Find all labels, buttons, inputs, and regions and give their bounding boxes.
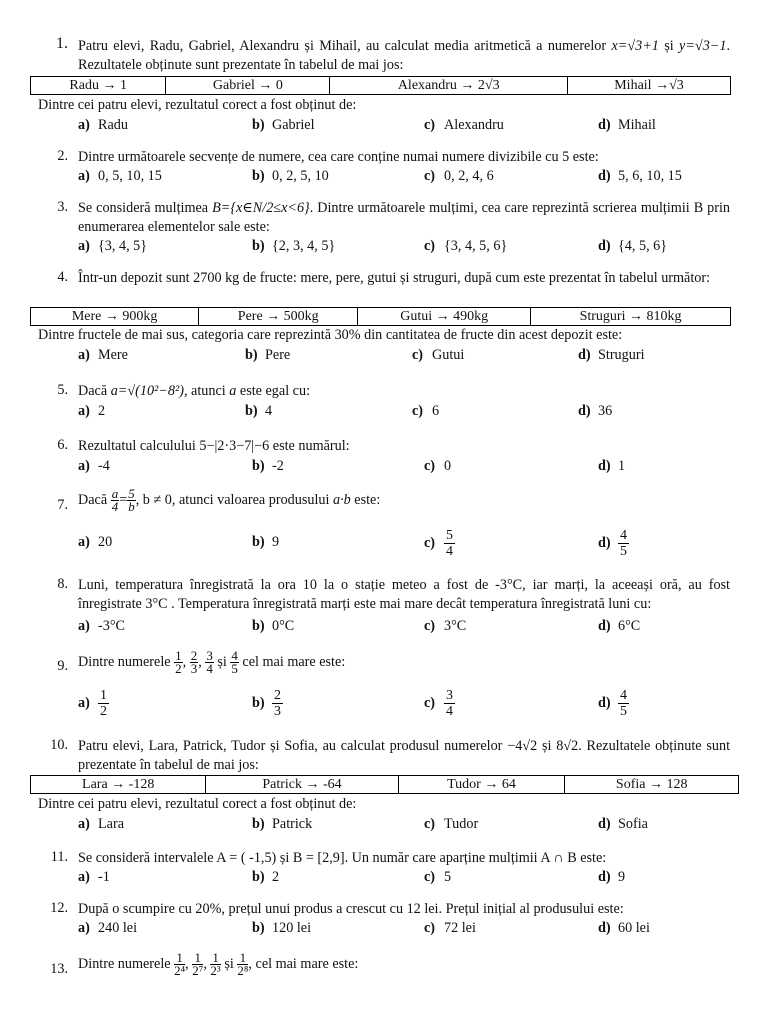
denominator: 4 bbox=[446, 704, 453, 719]
fraction bbox=[190, 650, 199, 675]
option-c[interactable] bbox=[424, 238, 507, 255]
stem-text: și bbox=[217, 653, 227, 670]
option-letter: b) bbox=[252, 117, 265, 133]
question-number: 6. bbox=[57, 437, 68, 453]
options-row bbox=[78, 528, 758, 564]
numerator: 1 bbox=[237, 952, 248, 965]
question-1-stem bbox=[78, 37, 730, 75]
option-letter: a) bbox=[78, 534, 90, 550]
option-letter: d) bbox=[598, 168, 611, 184]
option-a[interactable] bbox=[78, 920, 137, 937]
option-d[interactable] bbox=[598, 528, 629, 559]
option-letter: c) bbox=[424, 869, 436, 885]
denominator: 2⁷ bbox=[192, 963, 204, 978]
numerator: 1 bbox=[174, 952, 185, 965]
option-d[interactable] bbox=[598, 869, 625, 886]
option-letter: d) bbox=[598, 618, 611, 634]
fraction bbox=[444, 528, 455, 559]
option-text: 120 lei bbox=[272, 920, 312, 936]
option-b[interactable] bbox=[252, 920, 311, 937]
option-letter: a) bbox=[78, 618, 90, 634]
denominator: 3 bbox=[190, 661, 198, 676]
stem-text: este numărul: bbox=[272, 438, 350, 454]
option-letter: a) bbox=[78, 238, 90, 254]
option-c[interactable] bbox=[424, 816, 478, 833]
option-letter: c) bbox=[424, 920, 436, 936]
option-letter: b) bbox=[252, 458, 265, 474]
option-b[interactable] bbox=[252, 168, 329, 185]
option-letter: a) bbox=[78, 458, 90, 474]
options-row bbox=[78, 117, 758, 137]
option-text: 2 bbox=[272, 869, 280, 885]
options-row bbox=[78, 920, 758, 940]
option-d[interactable] bbox=[598, 238, 667, 255]
stem-text: și bbox=[541, 738, 552, 754]
numerator: 1 bbox=[212, 950, 219, 965]
option-text: {3, 4, 5, 6} bbox=[444, 238, 508, 254]
option-text: 0, 2, 5, 10 bbox=[272, 168, 329, 184]
option-letter: c) bbox=[424, 168, 436, 184]
stem-text: Dintre numerele bbox=[78, 653, 171, 670]
option-letter: c) bbox=[412, 347, 424, 363]
stem-text: este: bbox=[354, 491, 381, 508]
math-expression: B={x∈N/2≤x<6} bbox=[212, 200, 310, 216]
option-letter: c) bbox=[424, 534, 436, 551]
math-expression: a=√(10²−8²) bbox=[110, 383, 184, 399]
option-letter: b) bbox=[252, 816, 265, 832]
option-text: {3, 4, 5} bbox=[98, 238, 148, 254]
option-letter: b) bbox=[252, 534, 265, 550]
math-expression: −4√2 bbox=[507, 738, 538, 754]
fraction bbox=[444, 688, 455, 719]
option-text: Tudor bbox=[444, 816, 479, 832]
option-d[interactable] bbox=[598, 168, 682, 185]
denominator: 4 bbox=[206, 661, 213, 676]
fraction bbox=[272, 688, 283, 719]
fraction bbox=[237, 952, 248, 977]
numerator: a bbox=[111, 486, 119, 501]
fraction bbox=[210, 952, 220, 977]
option-c[interactable] bbox=[424, 528, 455, 559]
table-cell: Struguri → 810kg bbox=[531, 308, 731, 326]
option-text: Mihail bbox=[618, 117, 656, 133]
stem-text: , atunci bbox=[183, 383, 226, 399]
options-row bbox=[78, 458, 758, 478]
option-d[interactable] bbox=[598, 618, 640, 635]
option-letter: d) bbox=[578, 403, 591, 419]
option-a[interactable] bbox=[78, 347, 128, 364]
question-6-stem bbox=[78, 437, 730, 456]
option-c[interactable] bbox=[424, 458, 451, 475]
question-number: 2. bbox=[57, 148, 68, 164]
fraction bbox=[174, 650, 183, 675]
table-cell: Alexandru → 2√3 bbox=[330, 77, 568, 95]
fraction bbox=[127, 488, 136, 513]
option-letter: b) bbox=[245, 347, 258, 363]
question-number: 4. bbox=[57, 269, 68, 285]
fraction bbox=[205, 650, 214, 675]
question-number: 13. bbox=[50, 961, 68, 977]
option-d[interactable] bbox=[598, 458, 625, 475]
option-text: {4, 5, 6} bbox=[618, 238, 668, 254]
question-intro: Dintre fructele de mai sus, categoria care reprezintă 30% din cantitatea de fructe din acest depozit este: bbox=[38, 327, 623, 343]
question-12-stem: După o scumpire cu 20%, prețul unui produs a crescut cu 12 lei. Prețul inițial al produsului este: bbox=[78, 901, 624, 917]
option-a[interactable] bbox=[78, 117, 128, 134]
option-text: -4 bbox=[98, 458, 110, 474]
option-letter: b) bbox=[252, 238, 265, 254]
option-a[interactable] bbox=[78, 458, 110, 475]
question-number: 9. bbox=[57, 658, 68, 674]
option-d[interactable] bbox=[598, 688, 629, 719]
option-c[interactable] bbox=[424, 618, 466, 635]
option-letter: d) bbox=[598, 117, 611, 133]
results-table bbox=[30, 76, 731, 95]
question-3-stem bbox=[78, 199, 730, 237]
stem-text: Patru elevi, Radu, Gabriel, Alexandru și Mihail, au calculat media aritmetică a numerelor bbox=[78, 38, 607, 54]
option-text: -1 bbox=[98, 869, 110, 885]
option-text: Pere bbox=[265, 347, 291, 363]
options-row bbox=[78, 816, 758, 836]
option-letter: c) bbox=[412, 403, 424, 419]
options-row bbox=[78, 688, 758, 724]
option-letter: a) bbox=[78, 869, 90, 885]
option-c[interactable] bbox=[424, 117, 504, 134]
question-9-stem bbox=[78, 650, 730, 675]
option-c[interactable] bbox=[424, 920, 476, 937]
option-d[interactable] bbox=[578, 403, 612, 420]
stem-text: Dacă bbox=[78, 383, 108, 399]
question-7-stem bbox=[78, 488, 730, 513]
question-10-stem bbox=[78, 737, 730, 775]
option-text: Gutui bbox=[432, 347, 465, 363]
option-text: 2 bbox=[98, 403, 106, 419]
option-d[interactable] bbox=[578, 347, 645, 364]
denominator: 5 bbox=[620, 704, 627, 719]
option-letter: d) bbox=[598, 238, 611, 254]
option-text: 0°C bbox=[272, 618, 295, 634]
option-letter: d) bbox=[598, 920, 611, 936]
option-letter: c) bbox=[424, 238, 436, 254]
table-cell: Pere → 500kg bbox=[199, 308, 358, 326]
numerator: 4 bbox=[620, 528, 627, 543]
comma: , bbox=[203, 955, 207, 972]
option-text: 36 bbox=[598, 403, 613, 419]
option-a[interactable] bbox=[78, 688, 109, 719]
option-text: Lara bbox=[98, 816, 124, 832]
option-c[interactable] bbox=[424, 688, 455, 719]
option-b[interactable] bbox=[252, 688, 283, 719]
question-number: 5. bbox=[57, 382, 68, 398]
option-text: -3°C bbox=[98, 618, 125, 634]
fraction bbox=[111, 488, 120, 513]
denominator: 3 bbox=[274, 704, 281, 719]
numerator: 3 bbox=[446, 688, 453, 703]
comma: , bbox=[198, 653, 202, 670]
option-a[interactable] bbox=[78, 238, 147, 255]
option-letter: c) bbox=[424, 694, 436, 711]
denominator: 2 bbox=[100, 704, 107, 719]
numerator: 1 bbox=[175, 648, 182, 663]
stem-text: Rezultatul calculului bbox=[78, 438, 196, 454]
stem-text: . Dintre următoarele mulțimi, cea care reprezintă scrierea mulțimii B prin enumerarea elementelor sale este: bbox=[78, 200, 730, 235]
question-11-stem: Se consideră intervalele A = ( -1,5) și B = [2,9]. Un număr care aparține mulțimii A ∩ B este: bbox=[78, 850, 607, 866]
fraction bbox=[98, 688, 109, 719]
numerator: 4 bbox=[231, 648, 238, 663]
option-letter: d) bbox=[598, 869, 611, 885]
option-a[interactable] bbox=[78, 534, 112, 551]
options-row bbox=[78, 238, 758, 258]
option-c[interactable] bbox=[412, 403, 439, 420]
question-intro: Dintre cei patru elevi, rezultatul corect a fost obținut de: bbox=[38, 796, 357, 812]
question-number: 8. bbox=[57, 576, 68, 592]
option-letter: d) bbox=[598, 816, 611, 832]
fruit-table bbox=[30, 307, 731, 326]
option-letter: d) bbox=[598, 534, 611, 551]
option-a[interactable] bbox=[78, 618, 125, 635]
question-number: 11. bbox=[50, 849, 68, 865]
option-text: 60 lei bbox=[618, 920, 650, 936]
option-letter: b) bbox=[245, 403, 258, 419]
stem-text: și bbox=[224, 955, 234, 972]
question-number: 3. bbox=[57, 199, 68, 215]
option-d[interactable] bbox=[598, 117, 656, 134]
option-text: 5 bbox=[444, 869, 452, 885]
question-number: 10. bbox=[50, 737, 68, 753]
math-expression: 8√2 bbox=[556, 738, 579, 754]
comma: , bbox=[182, 653, 187, 670]
option-text: 9 bbox=[618, 869, 626, 885]
option-letter: d) bbox=[578, 347, 591, 363]
denominator: 2⁴ bbox=[174, 963, 186, 978]
option-b[interactable] bbox=[252, 458, 284, 475]
question-number: 1. bbox=[56, 35, 68, 52]
math-expression: a·b bbox=[333, 491, 351, 508]
option-letter: c) bbox=[424, 618, 436, 634]
math-expression: 5−|2·3−7|−6 bbox=[199, 438, 270, 454]
fraction bbox=[618, 528, 629, 559]
question-number: 12. bbox=[50, 900, 68, 916]
fraction bbox=[174, 952, 185, 977]
option-letter: b) bbox=[252, 920, 265, 936]
option-text: 4 bbox=[265, 403, 273, 419]
option-a[interactable] bbox=[78, 816, 124, 833]
option-text: -2 bbox=[272, 458, 284, 474]
options-row bbox=[78, 403, 758, 423]
denominator: b bbox=[128, 499, 135, 514]
option-text: 1 bbox=[618, 458, 626, 474]
option-text: Sofia bbox=[618, 816, 648, 832]
numerator: 5 bbox=[128, 486, 135, 501]
denominator: 4 bbox=[111, 499, 119, 514]
options-row bbox=[78, 618, 758, 638]
option-text: 72 lei bbox=[444, 920, 476, 936]
option-text: 0 bbox=[444, 458, 452, 474]
denominator: 2⁸ bbox=[237, 963, 249, 978]
option-b[interactable] bbox=[252, 534, 279, 551]
table-cell: Patrick → -64 bbox=[206, 776, 398, 794]
option-text: Patrick bbox=[272, 816, 313, 832]
option-letter: a) bbox=[78, 694, 90, 711]
option-text: {2, 3, 4, 5} bbox=[272, 238, 336, 254]
option-letter: b) bbox=[252, 168, 265, 184]
option-a[interactable] bbox=[78, 168, 162, 185]
option-text: 3°C bbox=[444, 618, 467, 634]
table-cell: Lara → -128 bbox=[31, 776, 206, 794]
question-13-stem bbox=[78, 952, 730, 977]
fraction bbox=[618, 688, 629, 719]
option-a[interactable] bbox=[78, 403, 105, 420]
option-letter: a) bbox=[78, 168, 90, 184]
question-5-stem bbox=[78, 382, 730, 401]
numerator: 1 bbox=[100, 688, 107, 703]
option-letter: c) bbox=[424, 117, 436, 133]
denominator: 4 bbox=[446, 544, 453, 559]
option-letter: a) bbox=[78, 347, 90, 363]
numerator: 2 bbox=[190, 648, 198, 663]
option-text: Alexandru bbox=[444, 117, 504, 133]
denominator: 2 bbox=[175, 661, 182, 676]
option-letter: a) bbox=[78, 403, 90, 419]
option-b[interactable] bbox=[252, 117, 315, 134]
stem-text: Se consideră mulțimea bbox=[78, 200, 209, 216]
options-row bbox=[78, 869, 758, 889]
options-row bbox=[78, 168, 758, 188]
option-b[interactable] bbox=[252, 816, 312, 833]
option-letter: a) bbox=[78, 117, 90, 133]
fraction bbox=[192, 952, 203, 977]
results-table bbox=[30, 775, 739, 794]
option-b[interactable] bbox=[252, 618, 294, 635]
option-b[interactable] bbox=[245, 347, 290, 364]
question-4-stem: Într-un depozit sunt 2700 kg de fructe: mere, pere, gutui și struguri, după cum este prezentat în tabelul următor: bbox=[78, 270, 711, 286]
stem-text: Patru elevi, Lara, Patrick, Tudor și Sofia, au calculat produsul numerelor bbox=[78, 738, 503, 754]
option-d[interactable] bbox=[598, 920, 650, 937]
comma: , bbox=[185, 955, 189, 972]
option-text: 0, 5, 10, 15 bbox=[98, 168, 162, 184]
question-intro: Dintre cei patru elevi, rezultatul corect a fost obținut de: bbox=[38, 97, 357, 113]
numerator: 5 bbox=[446, 528, 453, 543]
option-letter: b) bbox=[252, 694, 265, 711]
option-text: 0, 2, 4, 6 bbox=[444, 168, 494, 184]
option-b[interactable] bbox=[252, 238, 335, 255]
option-letter: d) bbox=[598, 694, 611, 711]
option-letter: c) bbox=[424, 816, 436, 832]
option-letter: b) bbox=[252, 618, 265, 634]
option-text: 5, 6, 10, 15 bbox=[618, 168, 682, 184]
stem-text: este egal cu: bbox=[239, 383, 311, 399]
option-a[interactable] bbox=[78, 869, 110, 886]
numerator: 1 bbox=[192, 952, 203, 965]
numerator: 4 bbox=[620, 688, 627, 703]
table-cell: Mere → 900kg bbox=[31, 308, 199, 326]
option-text: Struguri bbox=[598, 347, 645, 363]
stem-text: , b ≠ 0, atunci valoarea produsului bbox=[135, 491, 330, 508]
option-letter: a) bbox=[78, 816, 90, 832]
option-text: Radu bbox=[98, 117, 128, 133]
option-b[interactable] bbox=[252, 869, 279, 886]
question-number: 7. bbox=[57, 497, 68, 513]
numerator: 3 bbox=[206, 648, 213, 663]
option-text: Mere bbox=[98, 347, 128, 363]
table-cell: Gabriel → 0 bbox=[166, 77, 330, 95]
denominator: 5 bbox=[231, 661, 238, 676]
denominator: 2³ bbox=[210, 963, 221, 978]
option-text: 9 bbox=[272, 534, 280, 550]
question-8-stem: Luni, temperatura înregistrată la ora 10 la o stație meteo a fost de -3°C, iar marți, la aceeași oră, au fost înregistrate 3°C . Temperatura înregistrată marți este mai mare decât temperatura înregistrată luni cu: bbox=[78, 577, 730, 612]
option-b[interactable] bbox=[245, 403, 272, 420]
stem-text: și bbox=[664, 38, 674, 54]
options-row bbox=[78, 347, 758, 367]
table-cell: Tudor → 64 bbox=[398, 776, 565, 794]
option-letter: b) bbox=[252, 869, 265, 885]
stem-text: , cel mai mare este: bbox=[248, 955, 359, 972]
fraction bbox=[230, 650, 239, 675]
numerator: 2 bbox=[274, 688, 281, 703]
stem-text: . Rezultatele obținute sunt prezentate în tabelul de mai jos: bbox=[78, 738, 731, 773]
table-cell: Radu → 1 bbox=[31, 77, 166, 95]
option-letter: d) bbox=[598, 458, 611, 474]
question-2-stem: Dintre următoarele secvențe de numere, cea care conține numai numere divizibile cu 5 este: bbox=[78, 149, 599, 165]
stem-text: . Rezultatele obținute sunt prezentate în tabelul de mai jos: bbox=[78, 38, 731, 73]
option-c[interactable] bbox=[424, 168, 494, 185]
option-d[interactable] bbox=[598, 816, 648, 833]
option-c[interactable] bbox=[424, 869, 451, 886]
option-text: Gabriel bbox=[272, 117, 315, 133]
stem-text: Dintre numerele bbox=[78, 955, 171, 972]
option-text: 20 bbox=[98, 534, 113, 550]
math-expression: x=√3+1 bbox=[611, 38, 659, 54]
table-cell: Sofia → 128 bbox=[565, 776, 739, 794]
denominator: 5 bbox=[620, 544, 627, 559]
option-c[interactable] bbox=[412, 347, 464, 364]
option-text: 6°C bbox=[618, 618, 641, 634]
table-cell: Gutui → 490kg bbox=[358, 308, 531, 326]
option-letter: a) bbox=[78, 920, 90, 936]
equals-sign: = bbox=[119, 491, 128, 508]
stem-text: cel mai mare este: bbox=[242, 653, 346, 670]
stem-text: Dacă bbox=[78, 491, 108, 508]
table-cell: Mihail →√3 bbox=[567, 77, 730, 95]
option-text: 6 bbox=[432, 403, 440, 419]
math-variable: a bbox=[229, 383, 237, 399]
math-expression: y=√3−1 bbox=[679, 38, 727, 54]
option-text: 240 lei bbox=[98, 920, 138, 936]
option-letter: c) bbox=[424, 458, 436, 474]
